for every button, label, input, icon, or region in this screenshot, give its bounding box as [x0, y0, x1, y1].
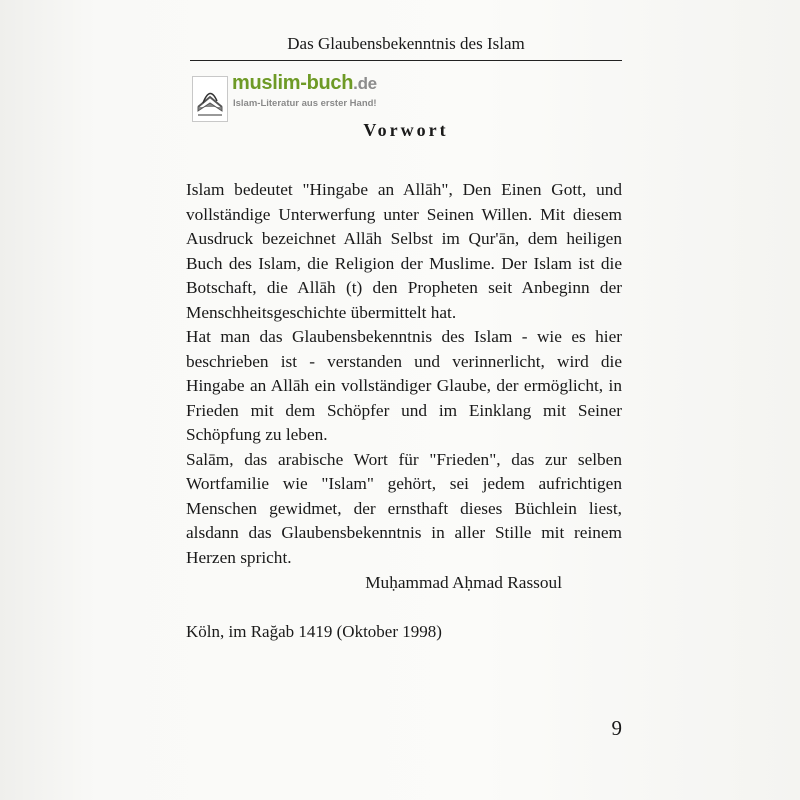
paragraph: Salām, das arabische Wort für "Frieden", das zur selben Wortfamilie wie "Islam" gehört, sei jedem aufrichtigen Menschen gewidmet, der ernsthaft dieses Büchlein liest, alsdann das Glaubensbekenntnis in aller Stille mit reinem Herzen spricht. — [186, 449, 622, 567]
running-header: Das Glaubensbekenntnis des Islam — [287, 34, 525, 53]
body-text — [186, 178, 622, 570]
paragraph: Islam bedeutet "Hingabe an Allāh", Den Einen Gott, und vollständige Unterwerfung unter Seinen Willen. Mit diesem Ausdruck bezeichnet Allāh Selbst im Qur'ān, dem heiligen Buch des Islam, die Religion der Muslime. Der Islam ist die Botschaft, die Allāh (t) den Propheten seit Anbeginn der Menschheitsgeschichte übermittelt hat. — [186, 180, 622, 322]
watermark-tagline: Islam-Literatur aus erster Hand! — [233, 98, 377, 109]
author-signature: Muḥammad Aḥmad Rassoul — [365, 573, 562, 592]
watermark-brand-name: muslim-buch — [232, 72, 354, 94]
dateline: Köln, im Rağab 1419 (Oktober 1998) — [186, 622, 442, 641]
page-number: 9 — [611, 716, 622, 740]
paragraph: Hat man das Glaubensbekenntnis des Islam - wie es hier beschrieben ist - verstanden und verinnerlicht, wird die Hingabe an Allāh ein vollständiger Glaube, der ermöglicht, in Frieden mit dem Schöpfer und im Einklang mit Seiner Schöpfung zu leben. — [186, 327, 622, 444]
watermark-brand-tld: .de — [353, 74, 377, 93]
watermark-stamp — [192, 74, 407, 122]
section-title: Vorwort — [363, 120, 449, 140]
watermark-brand — [232, 72, 377, 95]
book-logo-icon — [192, 76, 228, 122]
header-rule — [190, 60, 622, 61]
